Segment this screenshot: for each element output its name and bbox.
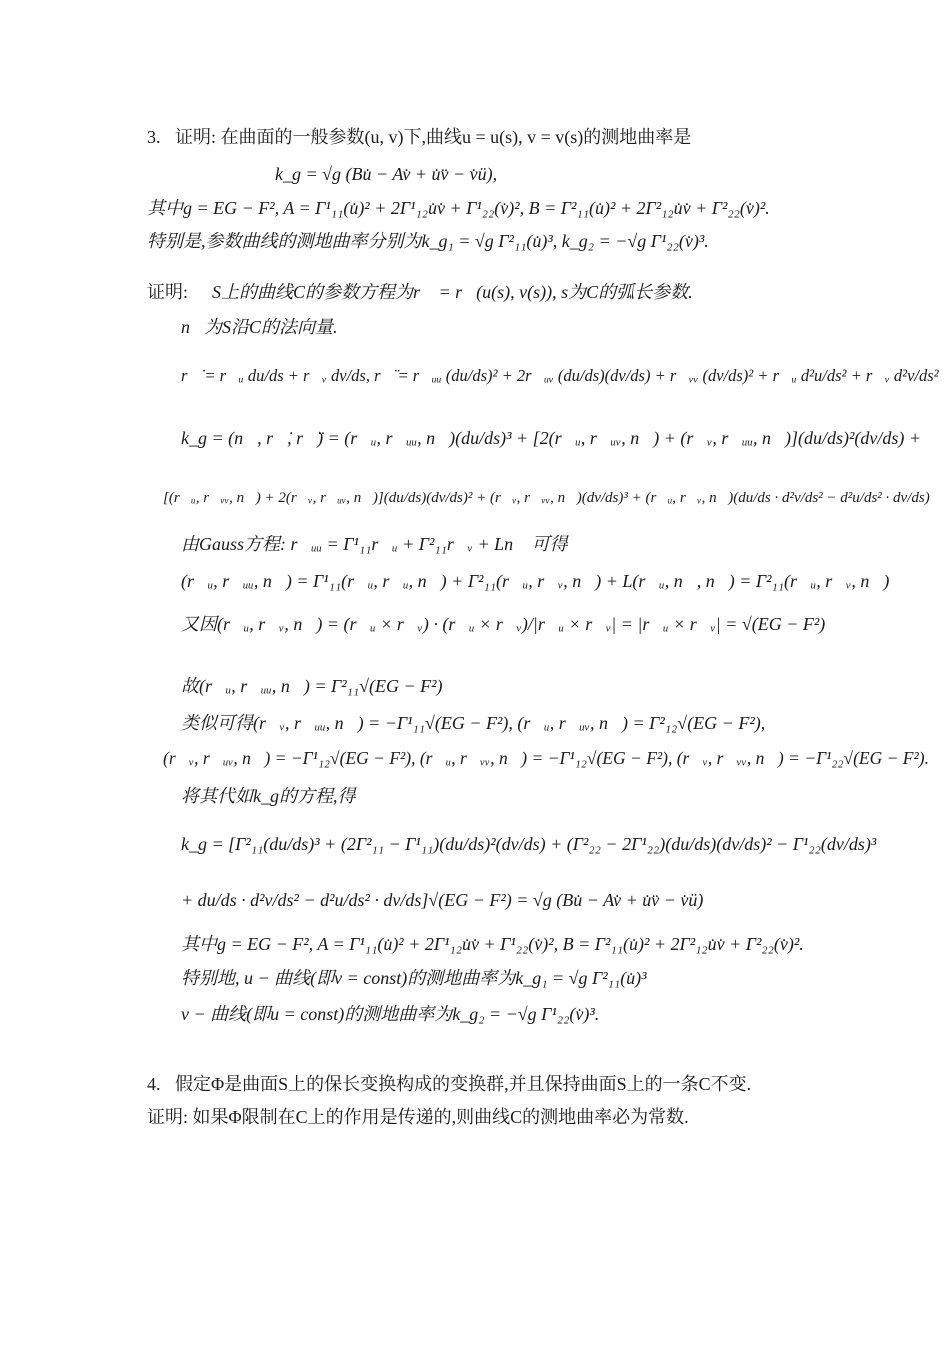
problem3-statement: 证明: 在曲面的一般参数(u, v)下,曲线u = u(s), v = v(s)的测地曲率是 xyxy=(175,127,692,147)
problem3-number: 3. xyxy=(147,127,161,147)
kg-final-part2: + du/ds · d²v/ds² − d²u/ds² · dv/ds]√(EG − F²) = √g (Bu̇ − Av̇ + u̇v̈ − v̇ü) xyxy=(181,890,704,910)
cross-product-identity: 又因(r⃗ᵤ, r⃗ᵥ, n⃗) = (r⃗ᵤ × r⃗ᵥ) · (r⃗ᵤ × r⃗ᵥ)/|r⃗ᵤ × r⃗ᵥ| = |r⃗ᵤ × r⃗ᵥ| = √(EG − F²) xyxy=(181,614,826,634)
gauss-result: (r⃗ᵤ, r⃗ᵤᵤ, n⃗) = Γ¹₁₁(r⃗ᵤ, r⃗ᵤ, n⃗) + Γ²₁₁(r⃗ᵤ, r⃗ᵥ, n⃗) + L(r⃗ᵤ, n⃗, n⃗) = Γ²₁₁(r⃗ᵤ, r⃗ᵥ, n⃗) xyxy=(181,571,890,591)
kg-formula: k_g = √g (Bu̇ − Av̇ + u̇v̈ − v̇ü), xyxy=(275,164,498,184)
problem4-line1: 假定Φ是曲面S上的保长变换构成的变换群,并且保持曲面S上的一条C不变. xyxy=(175,1074,752,1094)
proof-where: 其中g = EG − F², A = Γ¹₁₁(u̇)² + 2Γ¹₁₂u̇v̇ + Γ¹₂₂(v̇)², B = Γ²₁₁(u̇)² + 2Γ²₁₂u̇v̇ + Γ²₂₂(v̇)². xyxy=(181,934,804,954)
u-curve-result: 特别地, u − 曲线(即v = const)的测地曲率为k_g₁ = √g Γ²₁₁(u̇)³ xyxy=(181,968,647,988)
eq-kg-part1: k_g = (n⃗, r⃗̇, r⃗̈) = (r⃗ᵤ, r⃗ᵤᵤ, n⃗)(du/ds)³ + [2(r⃗ᵤ, r⃗ᵤᵥ, n⃗) + (r⃗ᵥ, r⃗ᵤᵤ, n⃗)](du/ds)²(dv/ds) + xyxy=(181,428,921,448)
gauss-equation: 由Gauss方程: r⃗ᵤᵤ = Γ¹₁₁r⃗ᵤ + Γ²₁₁r⃗ᵥ + Ln⃗ 可得 xyxy=(181,534,568,554)
v-curve-result: v − 曲线(即u = const)的测地曲率为k_g₂ = −√g Γ¹₂₂(v̇)³. xyxy=(181,1004,600,1024)
problem3-where: 其中g = EG − F², A = Γ¹₁₁(u̇)² + 2Γ¹₁₂u̇v̇ + Γ¹₂₂(v̇)², B = Γ²₁₁(u̇)² + 2Γ²₁₂u̇v̇ + Γ²₂₂(v̇)². xyxy=(147,198,770,218)
therefore-line: 故(r⃗ᵤ, r⃗ᵤᵤ, n⃗) = Γ²₁₁√(EG − F²) xyxy=(181,676,443,696)
similar-line2: (r⃗ᵥ, r⃗ᵤᵥ, n⃗) = −Γ¹₁₂√(EG − F²), (r⃗ᵤ, r⃗ᵥᵥ, n⃗) = −Γ¹₁₂√(EG − F²), (r⃗ᵥ, r⃗ᵥᵥ, n⃗) = −Γ¹₂₂√(EG − F²). xyxy=(163,748,929,768)
substitute-line: 将其代如k_g的方程,得 xyxy=(181,786,356,806)
proof-line2: n⃗为S沿C的法向量. xyxy=(181,317,338,337)
problem3-special: 特别是,参数曲线的测地曲率分别为k_g₁ = √g Γ²₁₁(u̇)³, k_g₂ = −√g Γ¹₂₂(v̇)³. xyxy=(147,231,709,251)
proof-label: 证明: xyxy=(147,282,189,302)
problem4-number: 4. xyxy=(147,1074,161,1094)
proof-line1: S上的曲线C的参数方程为r⃗ = r⃗(u(s), v(s)), s为C的弧长参数. xyxy=(212,282,693,302)
similar-line1: 类似可得(r⃗ᵥ, r⃗ᵤᵤ, n⃗) = −Γ¹₁₁√(EG − F²), (r⃗ᵤ, r⃗ᵤᵥ, n⃗) = Γ²₁₂√(EG − F²), xyxy=(181,713,766,733)
kg-final-part1: k_g = [Γ²₁₁(du/ds)³ + (2Γ²₁₁ − Γ¹₁₁)(du/ds)²(dv/ds) + (Γ²₂₂ − 2Γ¹₂₂)(du/ds)(dv/ds)² − Γ¹₂₂(dv/ds)³ xyxy=(181,834,877,854)
problem4-line2: 证明: 如果Φ限制在C上的作用是传递的,则曲线C的测地曲率必为常数. xyxy=(147,1107,689,1127)
eq-derivatives: r⃗̇ = r⃗ᵤ du/ds + r⃗ᵥ dv/ds, r⃗̈ = r⃗ᵤᵤ (du/ds)² + 2r⃗ᵤᵥ (du/ds)(dv/ds) + r⃗ᵥᵥ (dv/ds)² + r⃗ᵤ d²u/ds² + r⃗ᵥ d²v/ds² xyxy=(181,366,939,385)
eq-kg-part2: [(r⃗ᵤ, r⃗ᵥᵥ, n⃗) + 2(r⃗ᵥ, r⃗ᵤᵥ, n⃗)](du/ds)(dv/ds)² + (r⃗ᵥ, r⃗ᵥᵥ, n⃗)(dv/ds)³ + (r⃗ᵤ, r⃗ᵥ, n⃗)(du/ds · d²v/ds² − d²u/ds² · dv/ds) xyxy=(163,490,930,506)
